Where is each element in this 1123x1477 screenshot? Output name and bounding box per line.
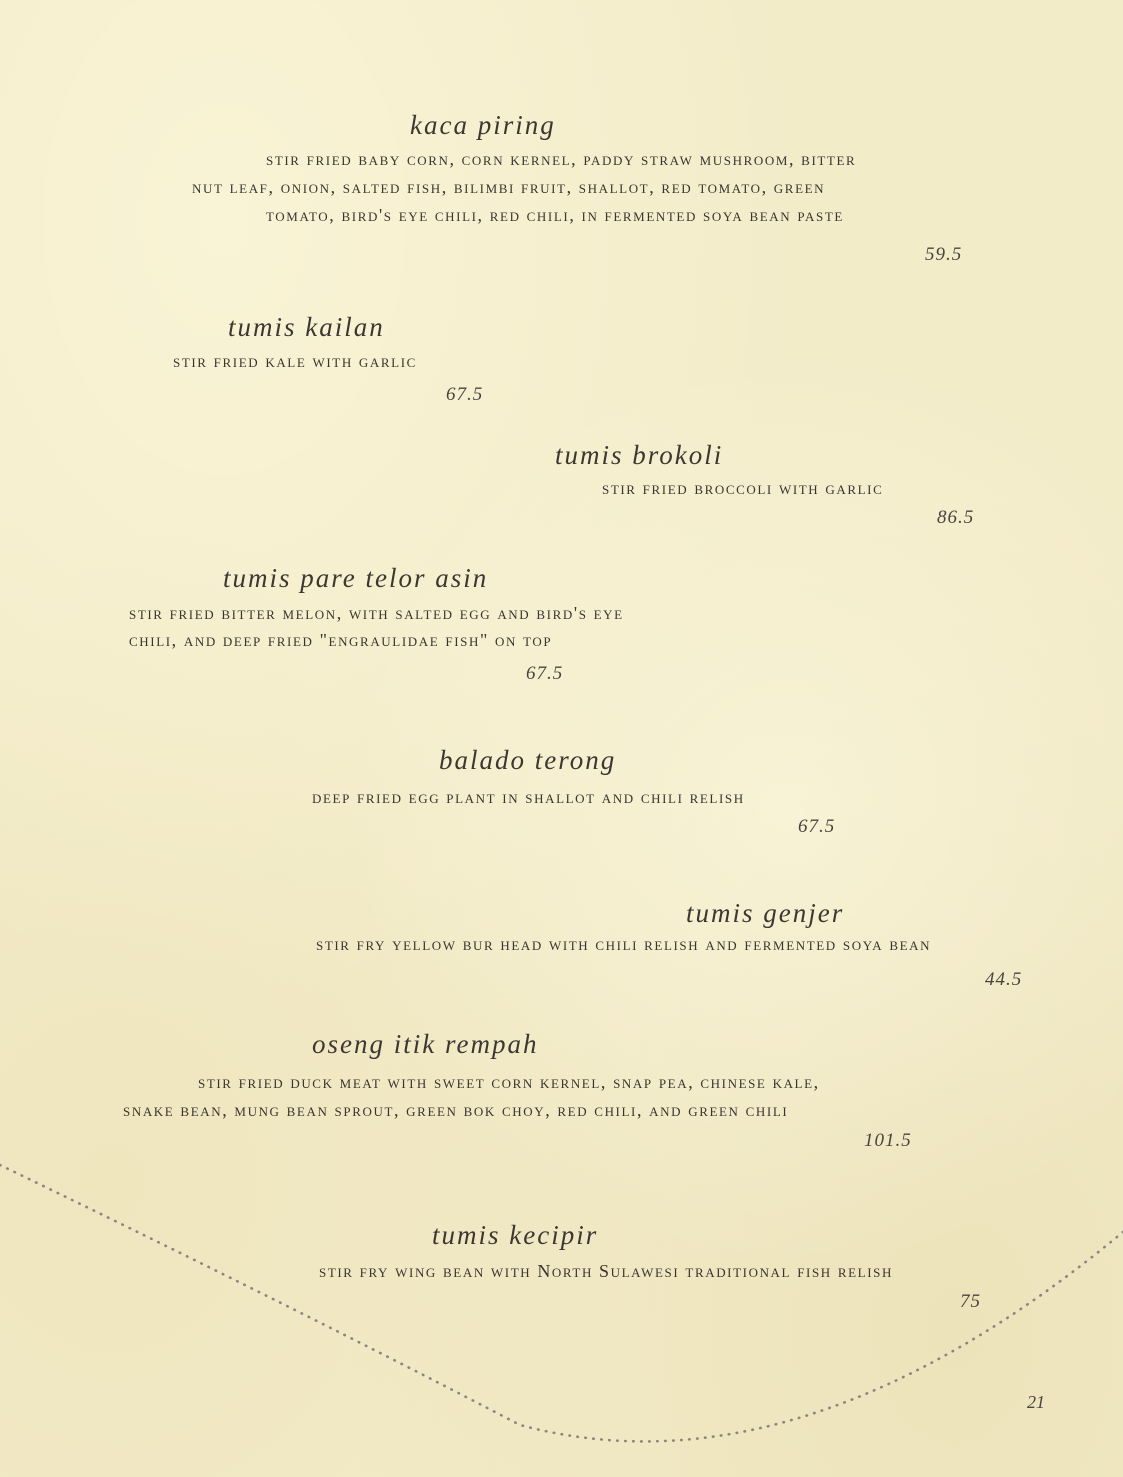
dish-name: tumis kecipir [432, 1220, 599, 1250]
dish-description-line: stir fried kale with garlic [173, 351, 417, 371]
dish-description-line: stir fried duck meat with sweet corn kernel, snap pea, chinese kale, [198, 1072, 820, 1092]
dish-description-line: stir fry wing bean with North Sulawesi traditional fish relish [319, 1261, 893, 1281]
dish-price: 67.5 [446, 384, 484, 405]
dish-description-line: stir fried broccoli with garlic [602, 478, 884, 498]
dish-price: 59.5 [925, 244, 963, 265]
dish-price: 67.5 [526, 663, 564, 684]
dish-name: balado terong [439, 745, 617, 775]
dish-description-line: tomato, bird's eye chili, red chili, in fermented soya bean paste [266, 205, 844, 225]
dish-description-line: stir fried baby corn, corn kernel, paddy straw mushroom, bitter [266, 149, 857, 169]
dish-description-line: stir fry yellow bur head with chili relish and fermented soya bean [316, 934, 932, 954]
dish-description-line: deep fried egg plant in shallot and chili relish [312, 787, 745, 807]
page-number: 21 [1027, 1392, 1045, 1412]
dish-description-line: nut leaf, onion, salted fish, bilimbi fruit, shallot, red tomato, green [192, 177, 826, 197]
dish-name: tumis kailan [228, 312, 385, 342]
dish-description-line: chili, and deep fried "engraulidae fish" on top [129, 630, 553, 650]
dish-price: 86.5 [937, 507, 975, 528]
dish-name: tumis pare telor asin [223, 563, 489, 593]
dish-name: oseng itik rempah [312, 1029, 539, 1059]
dish-name: kaca piring [410, 110, 556, 140]
dish-description-line: stir fried bitter melon, with salted egg and bird's eye [129, 603, 624, 623]
dish-price: 75 [960, 1291, 981, 1312]
dish-price: 101.5 [864, 1130, 912, 1151]
dish-price: 44.5 [985, 969, 1023, 990]
dish-name: tumis brokoli [555, 440, 724, 470]
dish-price: 67.5 [798, 816, 836, 837]
dish-name: tumis genjer [686, 898, 845, 928]
dish-description-line: snake bean, mung bean sprout, green bok choy, red chili, and green chili [123, 1100, 789, 1120]
